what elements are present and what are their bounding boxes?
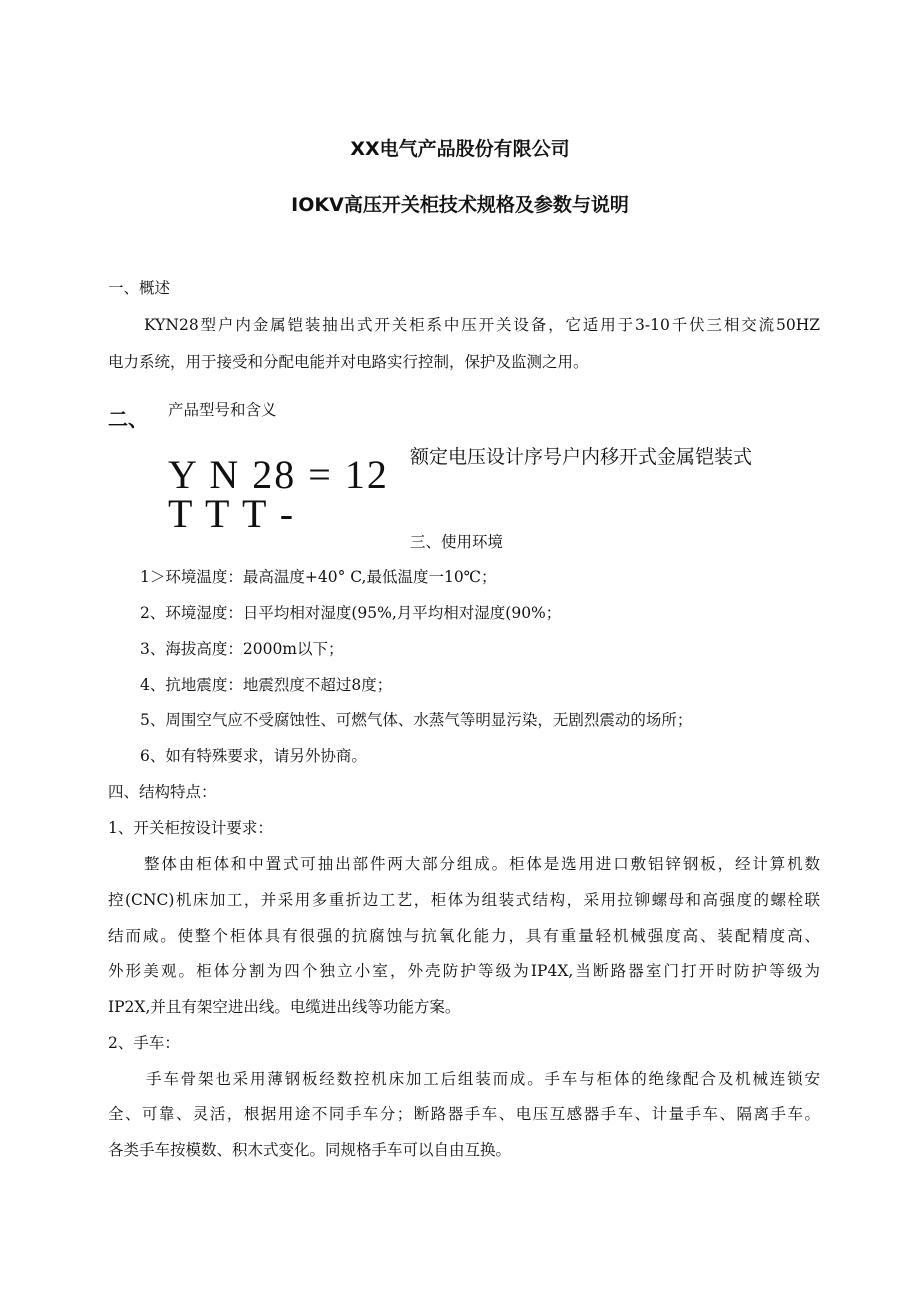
- environment-item-5: 5、周围空气应不受腐蚀性、可燃气体、水蒸气等明显污染，无剧烈震动的场所；: [140, 711, 693, 729]
- structure-sub1-heading: 1、开关柜按设计要求：: [108, 819, 273, 837]
- environment-item-2: 2、环境湿度：日平均相对湿度(95%,月平均相对湿度(90%；: [140, 604, 562, 622]
- structure-sub2-heading: 2、手车：: [108, 1034, 180, 1052]
- model-code-line-1: Y N 28 = 12: [168, 452, 389, 497]
- company-name: XX电气产品股份有限公司: [350, 138, 570, 160]
- structure-sub2-line-3: 各类手车按模数、积木式变化。同规格手车可以自由互换。: [108, 1141, 512, 1159]
- section-environment-heading: 三、使用环境: [410, 533, 504, 551]
- document-title: IOKV高压开关柜技术规格及参数与说明: [291, 194, 629, 216]
- model-meaning: 额定电压设计序号户内移开式金属铠装式: [410, 446, 753, 468]
- section-model-heading: 产品型号和含义: [168, 401, 277, 419]
- section-overview-heading: 一、概述: [108, 279, 171, 297]
- environment-item-3: 3、海拔高度：2000m以下；: [140, 640, 344, 658]
- model-code-line-2: T T T -: [168, 491, 296, 536]
- structure-sub1-line-1: 整体由柜体和中置式可抽出部件两大部分组成。柜体是选用进口敷铝锌钢板，经计算机数: [144, 855, 820, 873]
- environment-item-6: 6、如有特殊要求，请另外协商。: [140, 747, 367, 765]
- environment-item-1: 1＞环境温度：最高温度+40° C,最低温度一10℃；: [140, 568, 497, 586]
- structure-sub1-line-2: 控(CNC)机床加工，并采用多重折边工艺，柜体为组装式结构，采用拉铆螺母和高强度的螺栓联: [108, 891, 820, 909]
- structure-sub2-line-2: 全、可靠、灵活，根据用途不同手车分；断路器手车、电压互感器手车、计量手车、隔离手车。: [108, 1105, 820, 1123]
- environment-item-4: 4、抗地震度：地震烈度不超过8度；: [140, 676, 393, 694]
- section-model-number: 二、: [108, 407, 148, 431]
- structure-sub2-line-1: 手车骨架也采用薄钢板经数控机床加工后组装而成。手车与柜体的绝缘配合及机械连锁安: [146, 1070, 820, 1088]
- structure-sub1-line-3: 结而咸。使整个柜体具有很强的抗腐蚀与抗氧化能力，具有重量轻机械强度高、装配精度高、: [108, 927, 820, 945]
- structure-sub1-line-4: 外形美观。柜体分割为四个独立小室，外壳防护等级为IP4X,当断路器室门打开时防护等级为: [108, 962, 820, 980]
- structure-sub1-line-5: IP2X,并且有架空进出线。电缆进出线等功能方案。: [108, 998, 461, 1016]
- overview-line-2: 电力系统，用于接受和分配电能并对电路实行控制，保护及监测之用。: [108, 353, 589, 371]
- section-structure-heading: 四、结构特点：: [108, 783, 217, 801]
- overview-line-1: KYN28型户内金属铠装抽出式开关柜系中压开关设备，它适用于3-10千伏三相交流50HZ: [144, 316, 820, 334]
